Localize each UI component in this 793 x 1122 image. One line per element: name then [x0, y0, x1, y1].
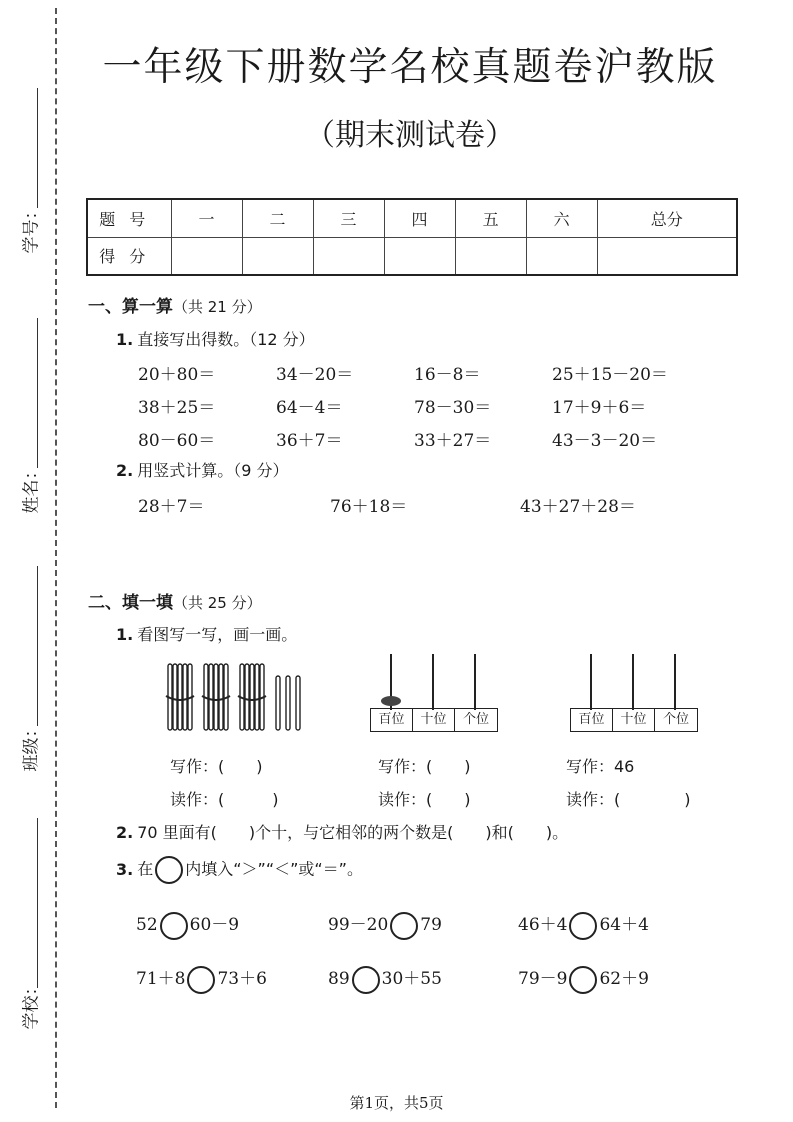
calc-expression: 38＋25＝ — [138, 398, 216, 418]
vertical-calc-expression: 43＋27＋28＝ — [520, 497, 636, 517]
bundle-of-ten-sticks-2 — [202, 664, 230, 730]
calc-expression: 33＋27＝ — [414, 431, 492, 451]
score-cell[interactable] — [313, 237, 384, 275]
class-label: 班级： — [21, 720, 42, 772]
calc-expression: 78－30＝ — [414, 398, 492, 418]
place-value-labels — [370, 708, 498, 732]
abacus-rod-ones — [474, 654, 476, 710]
compare-left: 99－20 — [328, 915, 389, 935]
section-1-points: （共 21 分） — [173, 298, 262, 316]
question-number: 3. — [116, 859, 134, 879]
page-title: 一年级下册数学名校真题卷沪教版 — [102, 45, 718, 90]
score-cell[interactable] — [171, 237, 242, 275]
compare-circle[interactable] — [390, 912, 418, 940]
compare-circle[interactable] — [352, 966, 380, 994]
compare-item — [518, 910, 649, 940]
compare-right: 79 — [420, 915, 442, 935]
compare-item — [328, 964, 442, 994]
calc-expression: 64－4＝ — [276, 398, 343, 418]
single-sticks — [276, 676, 300, 730]
calc-expression: 17＋9＋6＝ — [552, 398, 647, 418]
class-line — [37, 566, 38, 726]
score-table — [86, 198, 738, 276]
score-table-header-row — [87, 199, 737, 237]
section-2-title: 二、填一填 — [88, 593, 173, 613]
abacus-rod-hundreds — [590, 654, 592, 710]
s2-question-1 — [116, 622, 297, 645]
column-header: 二 — [242, 199, 313, 237]
calc-expression: 25＋15－20＝ — [552, 365, 668, 385]
vertical-calc-expression: 28＋7＝ — [138, 497, 205, 517]
binding-margin — [0, 0, 60, 1122]
question-number: 1. — [116, 330, 134, 349]
section-2-points: （共 25 分） — [173, 594, 262, 612]
question-number: 1. — [116, 625, 134, 644]
section-1-title: 一、算一算 — [88, 297, 173, 317]
compare-circle[interactable] — [569, 966, 597, 994]
column-header: 四 — [384, 199, 455, 237]
abacus-rod-ones — [674, 654, 676, 710]
page-footer: 第1页，共5页 — [349, 1094, 444, 1112]
score-cell[interactable] — [597, 237, 737, 275]
section-1-heading — [88, 292, 262, 317]
abacus-bead — [381, 696, 401, 706]
calc-expression: 43－3－20＝ — [552, 431, 658, 451]
abacus-middle — [370, 654, 500, 734]
compare-left: 52 — [136, 915, 158, 935]
student-id-line — [37, 88, 38, 208]
score-cell[interactable] — [384, 237, 455, 275]
name-line — [37, 318, 38, 468]
name-label: 姓名： — [21, 462, 42, 514]
calc-expression: 20＋80＝ — [138, 365, 216, 385]
compare-left: 46＋4 — [518, 915, 568, 935]
place-label-hundreds: 百位 — [571, 709, 613, 731]
compare-right: 30＋55 — [381, 969, 442, 989]
school-label: 学校： — [21, 978, 42, 1030]
cut-line — [55, 8, 57, 1108]
s1-question-1 — [116, 327, 315, 350]
question-text: 直接写出得数。（12 分） — [137, 330, 315, 349]
compare-left: 89 — [328, 969, 350, 989]
compare-item — [518, 964, 649, 994]
compare-item — [136, 964, 267, 994]
column-header: 一 — [171, 199, 242, 237]
score-label: 得分 — [87, 237, 171, 275]
bundle-of-ten-sticks-1 — [166, 664, 194, 730]
write-as-blank-left[interactable]: 写作：( ) — [170, 757, 263, 776]
page-subtitle: （期末测试卷） — [305, 118, 515, 153]
question-text-after: 内填入“＞”“＜”或“＝”。 — [185, 859, 363, 879]
question-text: 用竖式计算。（9 分） — [137, 461, 289, 480]
place-label-tens: 十位 — [413, 709, 455, 731]
compare-circle[interactable] — [569, 912, 597, 940]
column-header: 六 — [526, 199, 597, 237]
compare-right: 73＋6 — [217, 969, 267, 989]
calc-expression: 16－8＝ — [414, 365, 481, 385]
s2-question-2 — [116, 820, 568, 843]
place-label-ones: 个位 — [662, 712, 689, 727]
read-as-blank-right[interactable]: 读作：( ) — [566, 790, 691, 809]
write-as-given-right: 写作：46 — [566, 757, 635, 776]
vertical-calc-expression: 76＋18＝ — [330, 497, 408, 517]
compare-right: 60－9 — [189, 915, 240, 935]
calc-expression: 36＋7＝ — [276, 431, 343, 451]
place-label-tens: 十位 — [613, 709, 655, 731]
place-value-labels — [570, 708, 698, 732]
student-id-label: 学号： — [21, 202, 42, 254]
question-text: 看图写一写，画一画。 — [137, 625, 298, 644]
compare-circle[interactable] — [160, 912, 188, 940]
question-text-before: 在 — [137, 859, 154, 879]
abacus-rod-tens — [632, 654, 634, 710]
write-as-blank-middle[interactable]: 写作：( ) — [378, 757, 471, 776]
read-as-blank-middle[interactable]: 读作：( ) — [378, 790, 471, 809]
question-text: 70 里面有( )个十，与它相邻的两个数是( )和( )。 — [137, 823, 569, 842]
score-cell[interactable] — [455, 237, 526, 275]
question-number: 2. — [116, 823, 134, 842]
score-cell[interactable] — [242, 237, 313, 275]
compare-item — [136, 910, 239, 940]
s2-question-3 — [116, 856, 363, 884]
header-label: 题号 — [87, 199, 171, 237]
compare-right: 64＋4 — [599, 915, 649, 935]
score-cell[interactable] — [526, 237, 597, 275]
calc-expression: 34－20＝ — [276, 365, 354, 385]
question-number: 2. — [116, 461, 134, 480]
calc-expression: 80－60＝ — [138, 431, 216, 451]
compare-circle[interactable] — [187, 966, 215, 994]
place-label-hundreds: 百位 — [371, 709, 413, 731]
compare-item — [328, 910, 442, 940]
s1-question-2 — [116, 458, 289, 481]
score-table-score-row — [87, 237, 737, 275]
read-as-blank-left[interactable]: 读作：( ) — [170, 790, 279, 809]
place-label-ones: 个位 — [462, 712, 489, 727]
compare-right: 62＋9 — [599, 969, 649, 989]
column-header: 五 — [455, 199, 526, 237]
school-line — [37, 818, 38, 988]
bundle-of-ten-sticks-3 — [238, 664, 266, 730]
abacus-right[interactable] — [570, 654, 700, 734]
compare-left: 71＋8 — [136, 969, 186, 989]
abacus-rod-tens — [432, 654, 434, 710]
column-header: 三 — [313, 199, 384, 237]
column-header: 总分 — [597, 199, 737, 237]
stick-bundles-picture — [164, 660, 314, 736]
section-2-heading — [88, 588, 262, 613]
circle-icon — [155, 856, 183, 884]
compare-left: 79－9 — [518, 969, 568, 989]
